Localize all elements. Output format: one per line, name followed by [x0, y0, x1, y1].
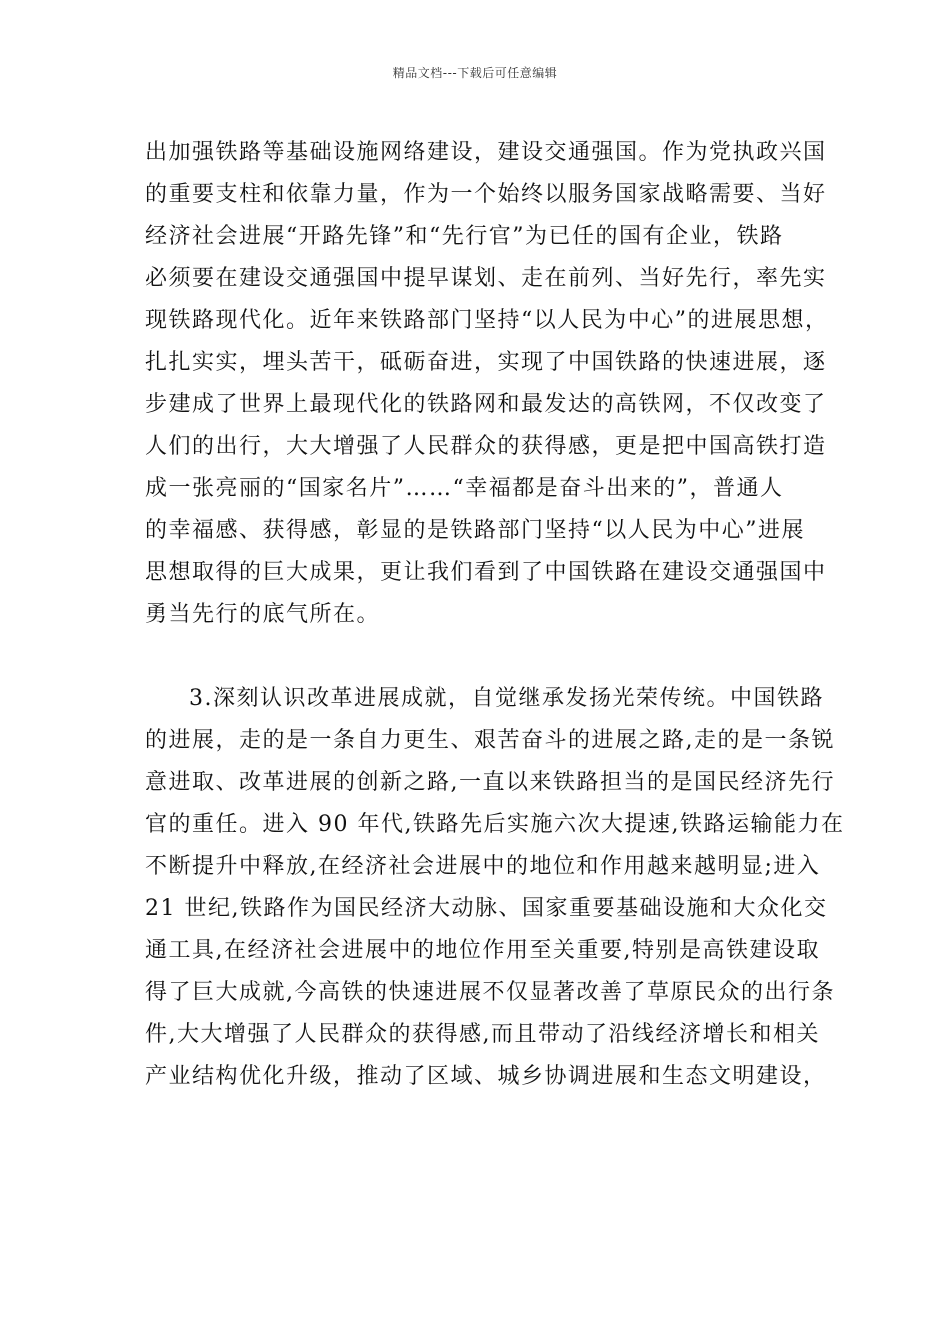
document-body — [145, 132, 845, 1098]
paragraph-line: 件,大大增强了人民群众的获得感,而且带动了沿线经济增长和相关 — [145, 1022, 820, 1047]
paragraph-line: 3.深刻认识改革进展成就，自觉继承发扬光荣传统。中国铁路 — [189, 686, 824, 711]
paragraph-line: 出加强铁路等基础设施网络建设，建设交通强国。作为党执政兴国 — [145, 140, 827, 165]
paragraph-line: 思想取得的巨大成果，更让我们看到了中国铁路在建设交通强国中 — [145, 560, 827, 585]
paragraph-2 — [145, 678, 845, 1098]
paragraph-spacer — [145, 636, 815, 678]
paragraph-line: 经济社会进展“开路先锋”和“先行官”为已任的国有企业，铁路 — [145, 224, 784, 249]
paragraph-line: 扎扎实实，埋头苦干，砥砺奋进，实现了中国铁路的快速进展，逐 — [145, 350, 827, 375]
paragraph-line: 意进取、改革进展的创新之路,一直以来铁路担当的是国民经济先行 — [145, 770, 835, 795]
paragraph-line: 的进展，走的是一条自力更生、艰苦奋斗的进展之路,走的是一条锐 — [145, 728, 835, 753]
paragraph-line: 21 世纪,铁路作为国民经济大动脉、国家重要基础设施和大众化交 — [145, 896, 828, 921]
paragraph-line: 产业结构优化升级，推动了区域、城乡协调进展和生态文明建设， — [145, 1064, 827, 1089]
page-header: 精品文档---下载后可任意编辑 — [392, 66, 558, 80]
paragraph-line: 得了巨大成就,今高铁的快速进展不仅显著改善了草原民众的出行条 — [145, 980, 835, 1005]
paragraph-line: 步建成了世界上最现代化的铁路网和最发达的高铁网，不仅改变了 — [145, 392, 827, 417]
paragraph-1 — [145, 132, 829, 636]
paragraph-line: 勇当先行的底气所在。 — [145, 602, 381, 627]
paragraph-line: 人们的出行，大大增强了人民群众的获得感，更是把中国高铁打造 — [145, 434, 827, 459]
paragraph-line: 不断提升中释放,在经济社会进展中的地位和作用越来越明显;进入 — [145, 854, 821, 879]
paragraph-line: 官的重任。进入 90 年代,铁路先后实施六次大提速,铁路运输能力在 — [145, 812, 845, 837]
paragraph-line: 成一张亮丽的“国家名片”……“幸福都是奋斗出来的”，普通人 — [145, 476, 784, 501]
paragraph-line: 必须要在建设交通强国中提早谋划、走在前列、当好先行，率先实 — [145, 266, 827, 291]
paragraph-line: 的幸福感、获得感，彰显的是铁路部门坚持“以人民为中心”进展 — [145, 518, 805, 543]
paragraph-line: 通工具,在经济社会进展中的地位作用至关重要,特别是高铁建设取 — [145, 938, 820, 963]
paragraph-line: 现铁路现代化。近年来铁路部门坚持“以人民为中心”的进展思想， — [145, 308, 829, 333]
paragraph-line: 的重要支柱和依靠力量，作为一个始终以服务国家战略需要、当好 — [145, 182, 827, 207]
